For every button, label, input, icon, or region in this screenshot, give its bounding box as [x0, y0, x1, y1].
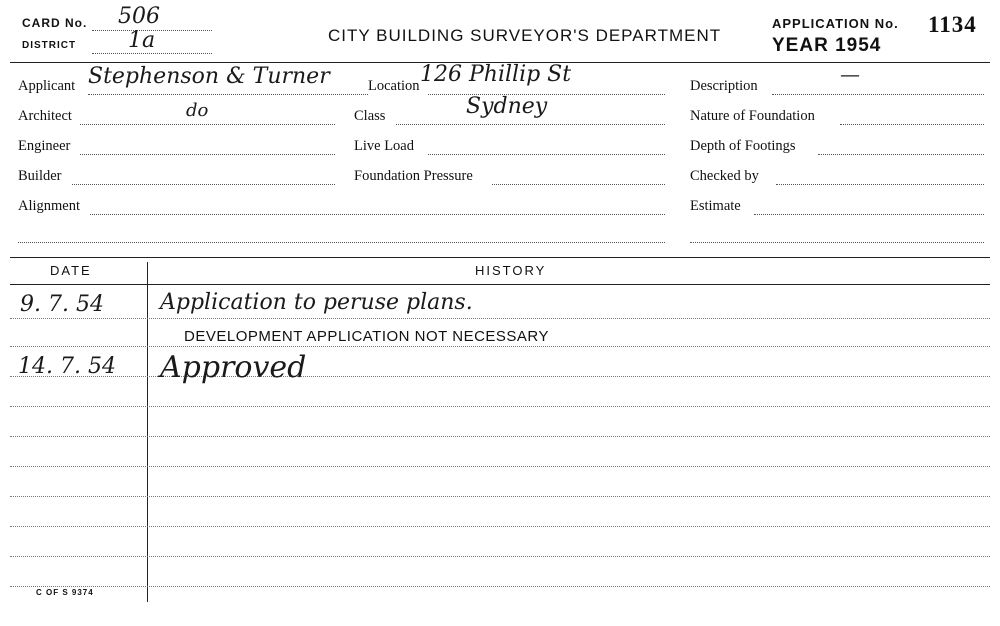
foundation-pressure-label: Foundation Pressure — [354, 168, 473, 184]
class-label: Class — [354, 108, 386, 124]
architect-label: Architect — [18, 108, 72, 124]
depth-of-footings-underline — [818, 154, 984, 155]
card-no-label: CARD No. — [22, 16, 88, 30]
description-label: Description — [690, 78, 758, 94]
ruled-line — [10, 556, 990, 557]
builder-underline — [72, 184, 335, 185]
card-no-value: 506 — [118, 4, 160, 29]
architect-value: do — [186, 100, 209, 121]
estimate-underline — [754, 214, 984, 215]
ruled-line — [10, 466, 990, 467]
history-entry-date: 9. 7. 54 — [20, 292, 104, 317]
class-value: Sydney — [466, 94, 548, 119]
ruled-line — [10, 586, 990, 587]
blank-line-right — [690, 242, 984, 243]
live-load-label: Live Load — [354, 138, 414, 154]
history-entry-date: 14. 7. 54 — [18, 354, 116, 379]
description-underline — [772, 94, 984, 95]
location-label: Location — [368, 78, 420, 94]
ruled-line — [10, 526, 990, 527]
engineer-underline — [80, 154, 335, 155]
applicant-value: Stephenson & Turner — [88, 64, 330, 89]
class-underline — [396, 124, 665, 125]
date-column-divider — [147, 262, 148, 602]
foundation-pressure-underline — [492, 184, 665, 185]
ruled-line — [10, 406, 990, 407]
history-column-header: HISTORY — [475, 263, 547, 278]
nature-of-foundation-label: Nature of Foundation — [690, 108, 815, 124]
history-top-border — [10, 257, 990, 258]
history-entry-text: Approved — [160, 350, 307, 385]
alignment-label: Alignment — [18, 198, 81, 214]
checked-by-underline — [776, 184, 984, 185]
district-value: 1a — [128, 28, 156, 53]
ruled-line — [10, 436, 990, 437]
checked-by-label: Checked by — [690, 168, 759, 184]
district-label: DISTRICT — [22, 40, 77, 51]
nature-of-foundation-underline — [840, 124, 984, 125]
live-load-underline — [428, 154, 665, 155]
history-header-divider — [10, 284, 990, 285]
builder-label: Builder — [18, 168, 62, 184]
ruled-line — [10, 346, 990, 347]
architect-underline — [80, 124, 335, 125]
development-application-stamp: DEVELOPMENT APPLICATION NOT NECESSARY — [184, 328, 549, 345]
ruled-line — [10, 376, 990, 377]
application-no-label: APPLICATION No. — [772, 16, 899, 31]
engineer-label: Engineer — [18, 138, 71, 154]
year-label: YEAR 1954 — [772, 35, 882, 56]
blank-line — [18, 242, 665, 243]
department-title: CITY BUILDING SURVEYOR'S DEPARTMENT — [328, 26, 722, 45]
estimate-label: Estimate — [690, 198, 741, 214]
ruled-line — [10, 496, 990, 497]
ruled-line — [10, 318, 990, 319]
description-value: — — [840, 62, 860, 86]
location-value: 126 Phillip St — [420, 62, 572, 87]
district-underline — [92, 53, 212, 54]
history-entry-text: Application to peruse plans. — [160, 290, 473, 315]
depth-of-footings-label: Depth of Footings — [690, 138, 796, 154]
applicant-underline — [88, 94, 368, 95]
application-no-value: 1134 — [928, 12, 977, 37]
form-code: C OF S 9374 — [36, 588, 94, 597]
date-column-header: DATE — [50, 263, 92, 278]
alignment-underline — [90, 214, 665, 215]
applicant-label: Applicant — [18, 78, 76, 94]
